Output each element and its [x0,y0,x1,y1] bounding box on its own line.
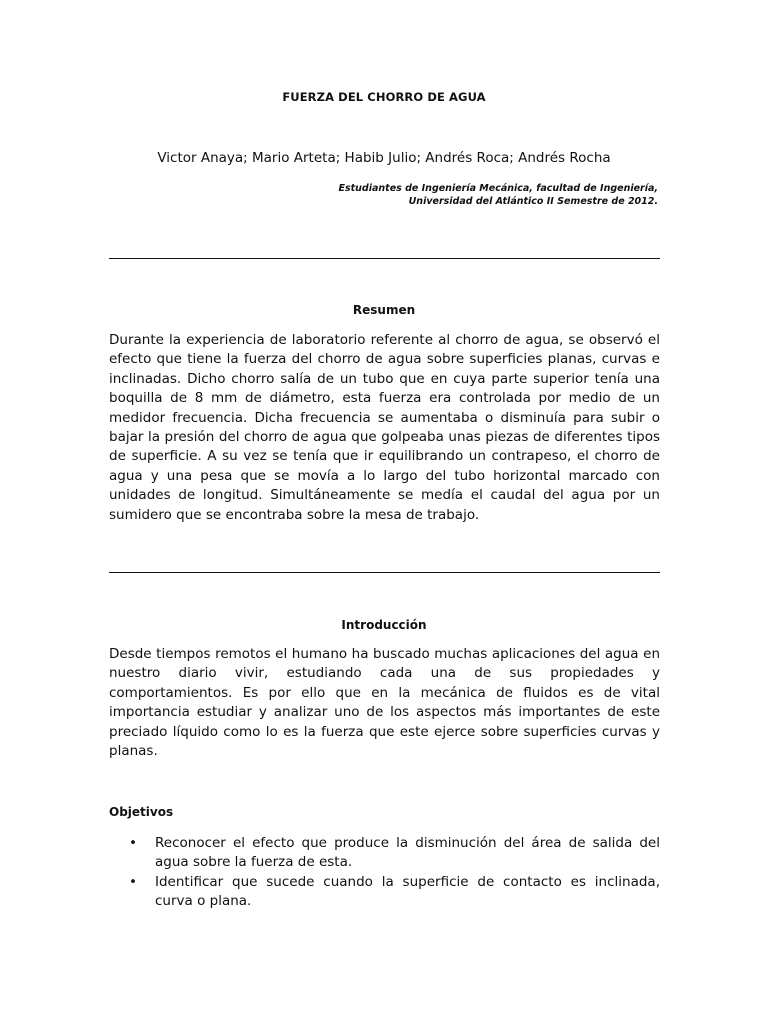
objetivos-heading: Objetivos [109,805,174,819]
objetivo-text: Reconocer el efecto que produce la disminución del área de salida del agua sobre la fuerza de esta. [155,835,660,871]
resumen-heading: Resumen [352,303,416,317]
objetivo-text: Identificar que sucede cuando la superficie de contacto es inclinada, curva o plana. [155,873,660,910]
affiliation-line-2: Universidad del Atlántico II Semestre de 2012. [408,196,658,207]
list-item [109,834,660,873]
introduccion-heading: Introducción [341,618,427,632]
divider-top [109,258,660,259]
paper-title: FUERZA DEL CHORRO DE AGUA [282,90,486,104]
bullet-icon: • [129,873,137,890]
introduccion-body: Desde tiempos remotos el humano ha buscado muchas aplicaciones del agua en nuestro diario vivir, estudiando cada una de sus propiedades y comportamientos. Es por ello que en la mecánica de fluidos es de vital importancia estudiar y analizar uno de los aspectos más importantes de este preciado líquido como lo es la fuerza que este ejerce sobre superficies curvas y planas. [109,646,660,760]
authors-line: Victor Anaya; Mario Arteta; Habib Julio; Andrés Roca; Andrés Rocha [157,150,611,166]
resumen-body: Durante la experiencia de laboratorio referente al chorro de agua, se observó el efecto que tiene la fuerza del chorro de agua sobre superficies planas, curvas e inclinadas. Dicho chorro salía de un tubo que en cuya parte superior tenía una boquilla de 8 mm de diámetro, esta fuerza era controlada por medio de un medidor frecuencia. Dicha frecuencia se aumentaba o disminuía para subir o bajar la presión del chorro de agua que golpeaba unas piezas de diferentes tipos de superficie. A su vez se tenía que ir equilibrando un contrapeso, el chorro de agua y una pesa que se movía a lo largo del tubo horizontal marcado con unidades de longitud. Simultáneamente se medía el caudal del agua por un sumidero que se encontraba sobre la mesa de trabajo. [109,332,660,523]
divider-bottom [109,572,660,573]
objetivos-list [109,834,660,912]
bullet-icon: • [129,835,137,851]
affiliation-line-1: Estudiantes de Ingeniería Mecánica, facultad de Ingeniería, [338,183,658,194]
affiliation [238,182,658,208]
list-item [109,873,660,912]
